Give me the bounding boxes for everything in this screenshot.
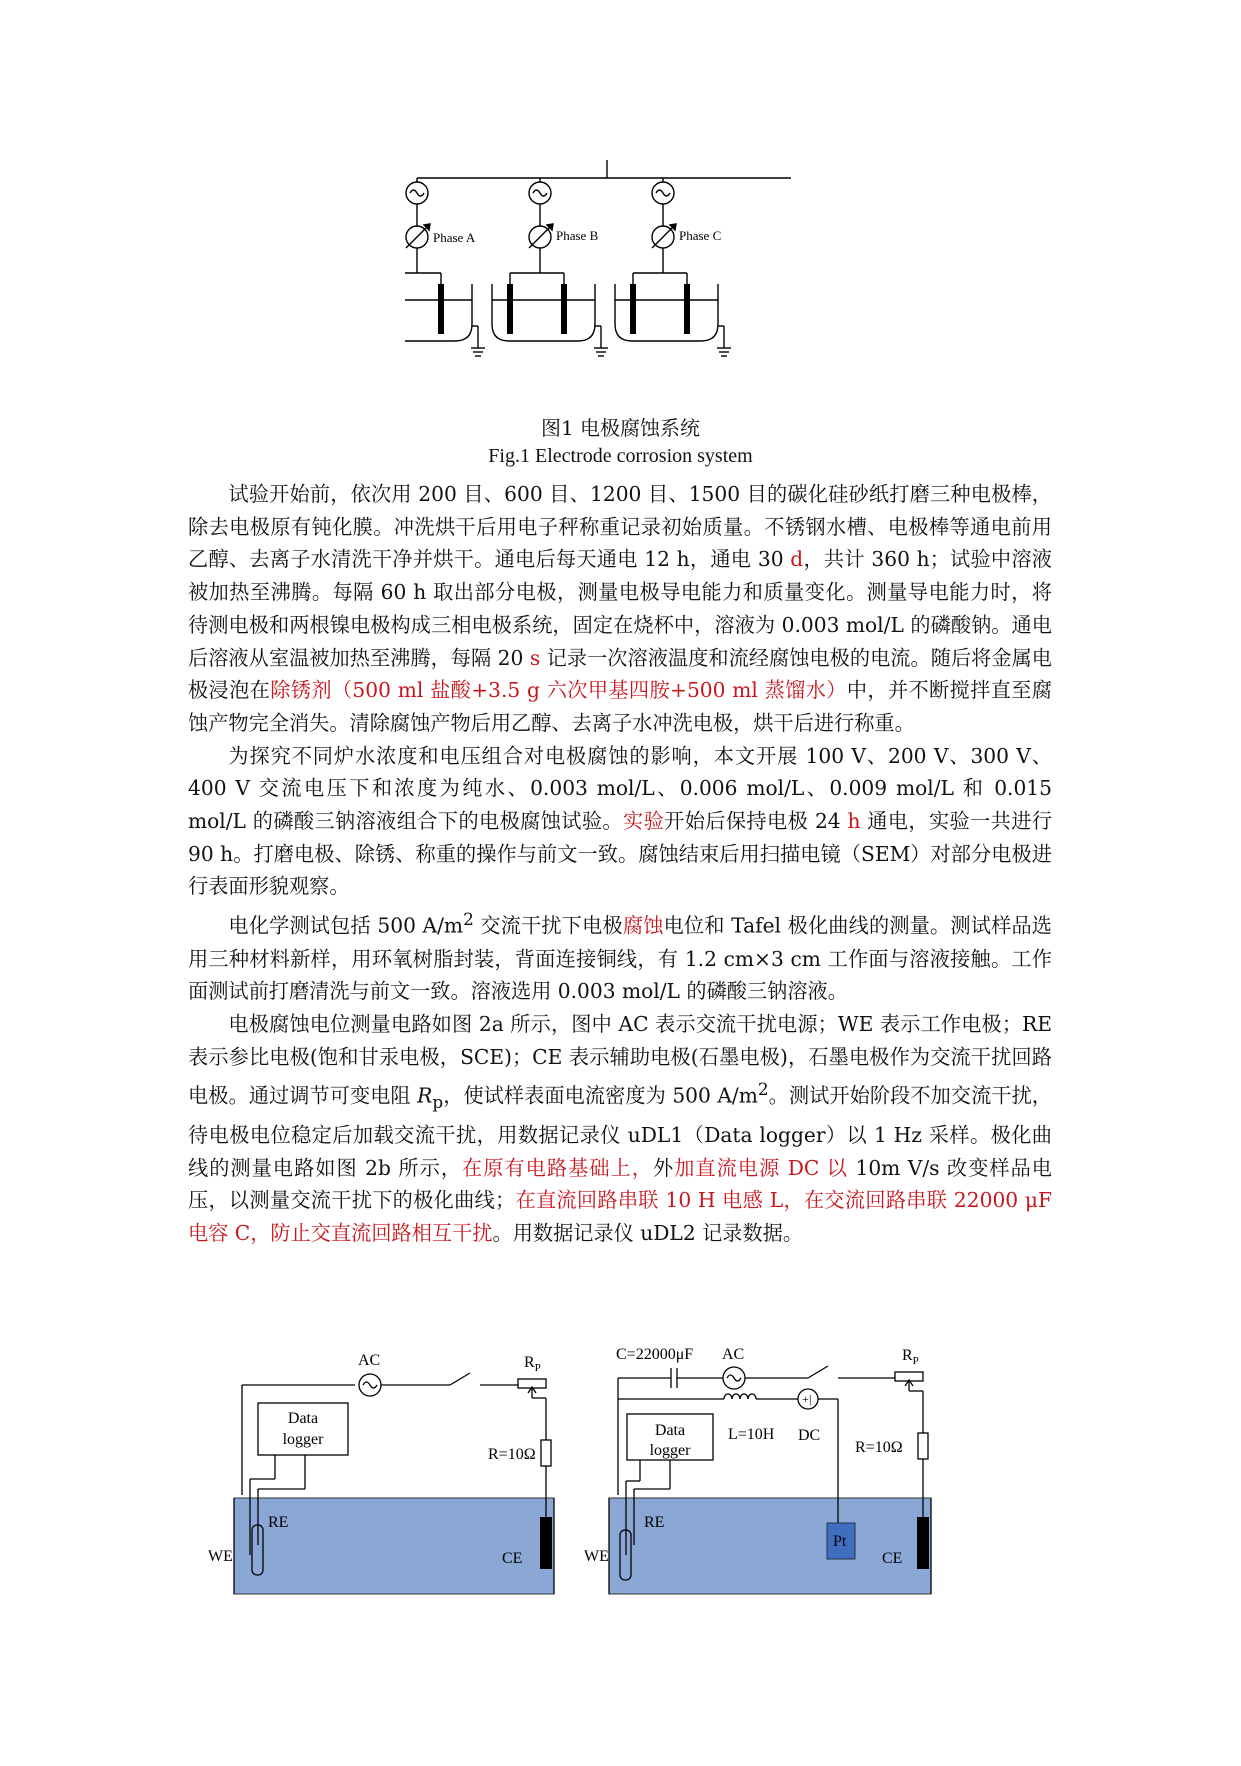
- body-text: [188, 478, 1052, 1250]
- datalogger-label-2a-line2: logger: [282, 1431, 324, 1448]
- re-label-2a: RE: [268, 1514, 289, 1531]
- ce-label-2a: CE: [502, 1550, 523, 1567]
- rp-label-2a: $R_P$: [524, 1354, 541, 1374]
- datalogger-label-2b-line2: logger: [649, 1442, 691, 1459]
- resistor-label-2b: R=10Ω: [855, 1439, 903, 1456]
- dc-label-2b: DC: [798, 1427, 821, 1444]
- ce-label-2b: CE: [882, 1550, 903, 1567]
- datalogger-label-2a: Data: [287, 1410, 319, 1427]
- we-label-2b: WE: [584, 1548, 609, 1565]
- datalogger-label-2b: Data: [654, 1422, 686, 1439]
- phase-a-branch: [405, 178, 485, 356]
- paragraph-3: 电化学测试包括 500 $A/m^2$ 交流干扰下电极腐蚀电位和 Tafel 极化曲线的测量。测试样品选用三种材料新样，用环氧树脂封装，背面连接铜线，有 1.2 cm×3 cm 工作面与溶液接触。工作面测试前打磨清洗与前文一致。溶液选用 0.003 mol/L 的磷酸三钠溶液。: [188, 909, 1052, 1004]
- pt-label-2b: Pt: [833, 1533, 847, 1550]
- figure-1-caption-en: Fig.1 Electrode corrosion system: [488, 445, 753, 467]
- circuit-2a: [208, 1352, 554, 1594]
- phase-b-label: Phase B: [556, 228, 599, 243]
- circuit-2b: [584, 1346, 931, 1594]
- inductor-label-2b: L=10H: [728, 1426, 775, 1443]
- we-label-2a: WE: [208, 1548, 233, 1565]
- svg-text:|: |: [809, 1392, 812, 1406]
- ac-label-2b: AC: [722, 1346, 745, 1363]
- paragraph-4: 电极腐蚀电位测量电路如图 2a 所示，图中 AC 表示交流干扰电源；WE 表示工作电极；RE 表示参比电极(饱和甘汞电极，SCE)；CE 表示辅助电极(石墨电极)，石墨电极作为交流干扰回路电极。通过调节可变电阻 $R_p$，使试样表面电流密度为 500 $A/m^2$。测试开始阶段不加交流干扰，待电极电位稳定后加载交流干扰，用数据记录仪 uDL1（Data logger）以 1 Hz 采样。极化曲线的测量电路如图 2b 所示，在原有电路基础上，外加直流电源 DC 以 10m V/s 改变样品电压，以测量交流干扰下的极化曲线；在直流回路串联 10 H 电感 L，在交流回路串联 22000 μF 电容 C，防止交直流回路相互干扰。用数据记录仪 uDL2 记录数据。: [188, 1011, 1052, 1245]
- ac-label-2a: AC: [358, 1352, 381, 1369]
- figure-1-caption-cn: 图1 电极腐蚀系统: [540, 416, 701, 440]
- capacitor-label-2b: C=22000μF: [616, 1346, 694, 1363]
- re-label-2b: RE: [644, 1514, 665, 1531]
- resistor-label-2a: R=10Ω: [488, 1446, 536, 1463]
- svg-text:+: +: [802, 1392, 809, 1406]
- paragraph-1: 试验开始前，依次用 200 目、600 目、1200 目、1500 目的碳化硅砂纸打磨三种电极棒，除去电极原有钝化膜。冲洗烘干后用电子秤称重记录初始质量。不锈钢水槽、电极棒等通电前用乙醇、去离子水清洗干净并烘干。通电后每天通电 12 h，通电 30 d，共计 360 h；试验中溶液被加热至沸腾。每隔 60 h 取出部分电极，测量电极导电能力和质量变化。测量导电能力时，将待测电极和两根镍电极构成三相电极系统，固定在烧杯中，溶液为 0.003 mol/L 的磷酸钠。通电后溶液从室温被加热至沸腾，每隔 20 s 记录一次溶液温度和流经腐蚀电极的电流。随后将金属电极浸泡在除锈剂（500 ml 盐酸+3.5 g 六次甲基四胺+500 ml 蒸馏水）中，并不断搅拌直至腐蚀产物完全消失。清除腐蚀产物后用乙醇、去离子水冲洗电极，烘干后进行称重。: [188, 482, 1052, 735]
- figure-1-diagram: [405, 160, 835, 405]
- phase-c-label: Phase C: [679, 228, 722, 243]
- paragraph-2: 为探究不同炉水浓度和电压组合对电极腐蚀的影响，本文开展 100 V、200 V、300 V、400 V 交流电压下和浓度为纯水、0.003 mol/L、0.006 mol/L、0.009 mol/L 和 0.015 mol/L 的磷酸三钠溶液组合下的电极腐蚀试验。实验开始后保持电极 24 h 通电，实验一共进行 90 h。打磨电极、除锈、称重的操作与前文一致。腐蚀结束后用扫描电镜（SEM）对部分电极进行表面形貌观察。: [188, 743, 1052, 899]
- figure-2-diagram: [190, 1305, 1052, 1605]
- phase-a-label: Phase A: [433, 230, 476, 245]
- rp-label-2b: $R_P$: [902, 1347, 919, 1367]
